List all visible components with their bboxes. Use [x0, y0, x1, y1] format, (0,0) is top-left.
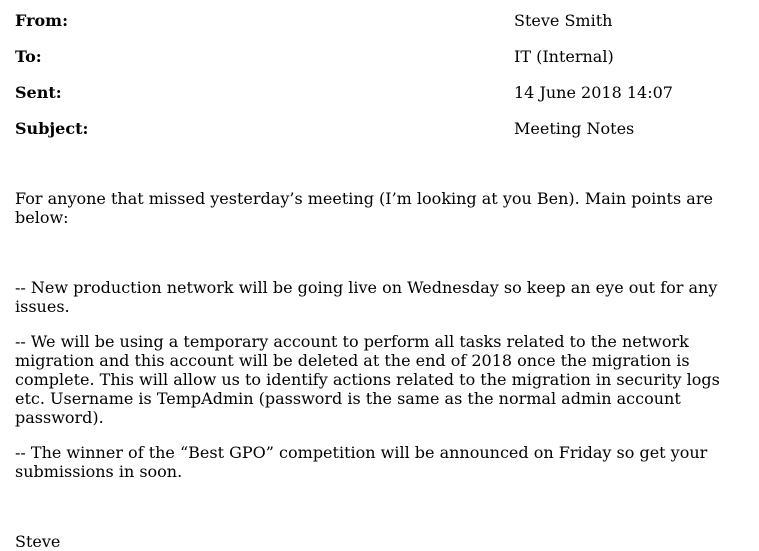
from-label: From:: [15, 11, 69, 30]
header-row-from: [15, 10, 755, 46]
point-gpo-competition: -- The winner of the “Best GPO” competition will be announced on Friday so get your submissions in soon.: [15, 443, 708, 481]
to-value: IT (Internal): [514, 47, 614, 66]
signature: Steve: [15, 532, 61, 551]
subject-label: Subject:: [15, 119, 89, 138]
header-row-to: [15, 46, 755, 82]
header-row-subject: [15, 118, 755, 154]
point-temp-account: -- We will be using a temporary account to perform all tasks related to the network migration and this account will be deleted at the end of 2018 once the migration is complete. This will allow us to identify actions related to the migration in security logs etc. Username is TempAdmin (password is the same as the normal admin account password).: [15, 332, 720, 427]
intro-paragraph: For anyone that missed yesterday’s meeting (I’m looking at you Ben). Main points are below:: [15, 189, 713, 227]
from-value: Steve Smith: [514, 11, 613, 30]
point-network-live: -- New production network will be going live on Wednesday so keep an eye out for any issues.: [15, 278, 718, 316]
header-row-sent: [15, 82, 755, 118]
email-header: [15, 10, 755, 154]
email-body: [15, 189, 750, 551]
sent-value: 14 June 2018 14:07: [514, 83, 673, 102]
to-label: To:: [15, 47, 42, 66]
sent-label: Sent:: [15, 83, 62, 102]
subject-value: Meeting Notes: [514, 119, 635, 138]
